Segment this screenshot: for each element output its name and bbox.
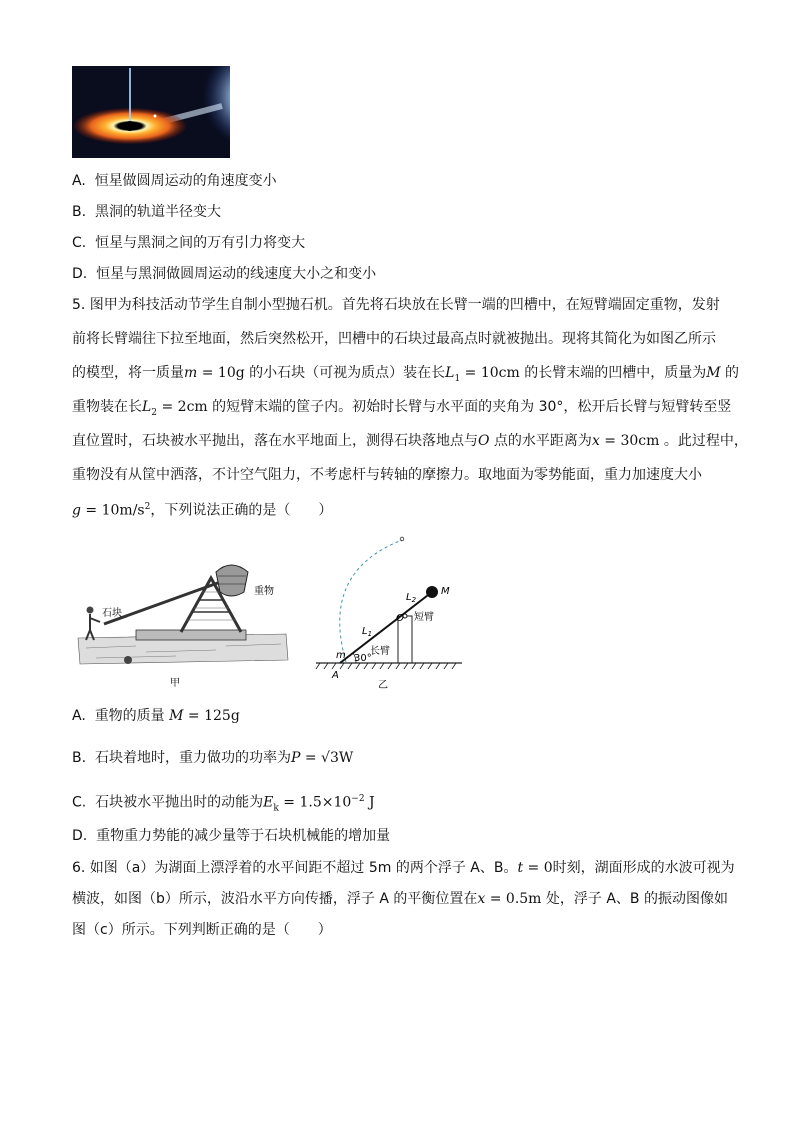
label-m: m	[336, 650, 346, 661]
label-L2: $L_2$	[406, 592, 417, 604]
caption-jia: 甲	[170, 678, 180, 689]
label-L1: $L_1$	[362, 626, 373, 638]
model-figure-yi	[312, 532, 472, 694]
label-angle: 30°	[354, 653, 372, 664]
trajectory-arc	[340, 540, 402, 662]
q5-stem-line-4: 重物装在长$L_2 = 2cm$ 的短臂末端的筐子内。初始时长臂与水平面的夹角为 30°，松开后长臂与短臂转至竖	[72, 399, 732, 418]
q6-stem-line-1: 6. 如图（a）为湖面上漂浮着的水平间距不超过 5m 的两个浮子 A、B。t = 0时刻，湖面形成的水波可视为	[72, 860, 735, 876]
q5-stem-line-2: 前将长臂端往下拉至地面，然后突然松开，凹槽中的石块过最高点时就被抛出。现将其简化为如图乙所示	[72, 331, 716, 347]
label-stone: 石块	[102, 608, 122, 619]
q5-option-d: D. 重物重力势能的减少量等于石块机械能的增加量	[72, 828, 391, 844]
q5-stem-line-7: $g = 10m/s^2$，下列说法正确的是（ ）	[72, 502, 333, 519]
q5-option-c: C. 石块被水平抛出时的动能为$E_k = 1.5\times 10^{-2}$ J	[72, 794, 375, 814]
q4-option-b: B. 黑洞的轨道半径变大	[72, 204, 221, 220]
q5-stem-line-5: 直位置时，石块被水平抛出，落在水平地面上，测得石块落地点与O 点的水平距离为x = 30cm 。此过程中，	[72, 433, 748, 449]
caption-yi: 乙	[378, 680, 388, 691]
label-O: O	[396, 613, 404, 624]
label-short-arm: 短臂	[414, 612, 434, 623]
q4-option-d: D. 恒星与黑洞做圆周运动的线速度大小之和变小	[72, 266, 377, 282]
catapult-figure-jia	[76, 560, 290, 690]
q6-stem-line-3: 图（c）所示。下列判断正确的是（ ）	[72, 922, 332, 938]
q5-stem-line-3: 的模型，将一质量m = 10g 的小石块（可视为质点）装在长$L_1 = 10cm$ 的长臂末端的凹槽中，质量为M 的	[72, 365, 739, 384]
q5-stem-line-6: 重物没有从筐中洒落，不计空气阻力，不考虑杆与转轴的摩擦力。取地面为零势能面，重力加速度大小	[72, 467, 702, 483]
label-M: M	[441, 586, 450, 597]
label-long-arm: 长臂	[370, 646, 390, 657]
label-A: A	[332, 670, 339, 681]
black-hole-image	[72, 66, 230, 158]
q5-option-b: B. 石块着地时，重力做功的功率为P = √3W	[72, 750, 354, 766]
q6-stem-line-2: 横波，如图（b）所示，波沿水平方向传播，浮子 A 的平衡位置在x = 0.5m 处，浮子 A、B 的振动图像如	[72, 891, 728, 907]
q4-option-c: C. 恒星与黑洞之间的万有引力将变大	[72, 235, 306, 251]
q4-option-a: A. 恒星做圆周运动的角速度变小	[72, 173, 277, 189]
q5-option-a: A. 重物的质量 M = 125g	[72, 708, 240, 724]
q5-stem-line-1: 5. 图甲为科技活动节学生自制小型抛石机。首先将石块放在长臂一端的凹槽中，在短臂端固定重物，发射	[72, 297, 720, 313]
label-weight: 重物	[254, 586, 274, 597]
weight-M	[426, 586, 438, 598]
